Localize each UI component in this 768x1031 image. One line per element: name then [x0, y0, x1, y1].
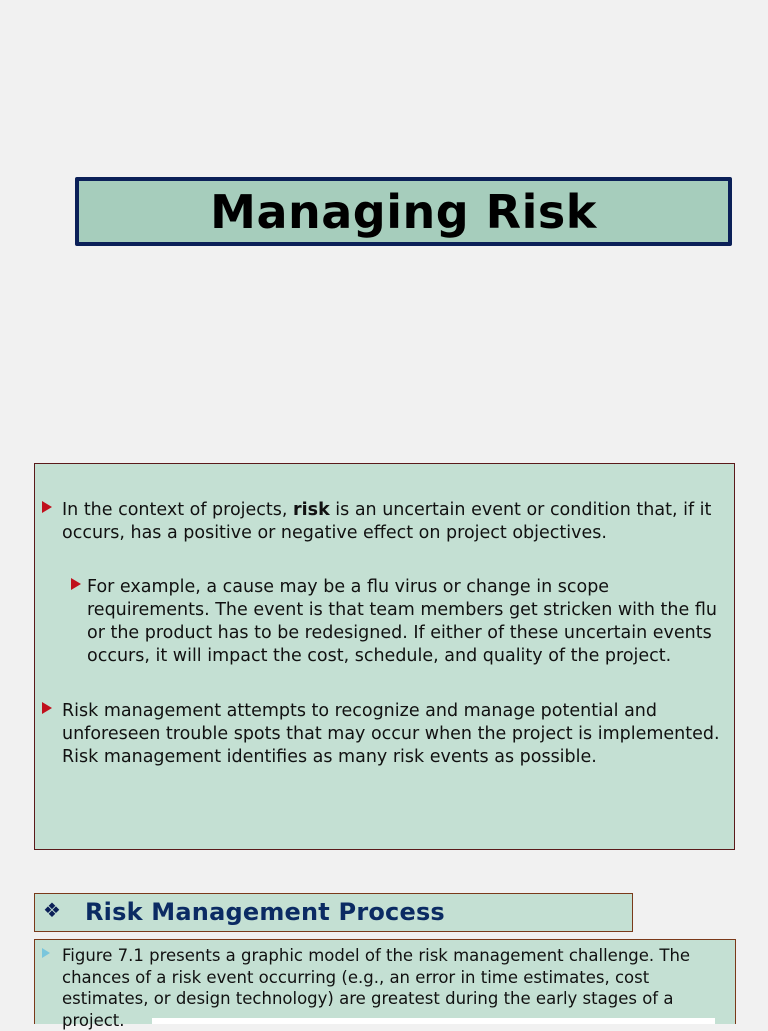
risk-definition-text-start: In the context of projects,: [62, 500, 294, 520]
risk-term: risk: [293, 500, 330, 520]
blue-arrow-bullet-icon: [42, 948, 50, 958]
red-arrow-bullet-icon: [42, 702, 52, 714]
diamond-bullet-icon: ❖: [43, 898, 61, 922]
process-panel: [34, 939, 736, 1030]
risk-definition-text-end: is an uncertain event or condition that, if it occurs, has a positive or negative effect on project objectives.: [62, 500, 712, 543]
section-heading: Risk Management Process: [85, 898, 445, 926]
definition-panel: [34, 463, 735, 850]
figure-image-edge: [152, 1018, 715, 1024]
risk-example-bullet: For example, a cause may be a flu virus or change in scope requirements. The event is that team members get stricken with the flu or the product has to be redesigned. If either of these uncertain events occurs, it will impact the cost, schedule, and quality of the project.: [87, 577, 717, 666]
red-arrow-bullet-icon: [42, 501, 52, 513]
title-box: [75, 177, 732, 246]
red-arrow-sub-bullet-icon: [71, 578, 81, 590]
figure-description: Figure 7.1 presents a graphic model of the risk management challenge. The chances of a risk event occurring (e.g., an error in time estimates, cost estimates, or design technology) are greatest during the early stages of a project.: [62, 946, 691, 1030]
page-title: Managing Risk: [210, 184, 597, 239]
section-heading-bar: [34, 893, 633, 932]
risk-definition-bullet: [62, 499, 727, 545]
risk-management-bullet: Risk management attempts to recognize and manage potential and unforeseen trouble spots that may occur when the project is implemented. Risk management identifies as many risk events as possible.: [62, 701, 720, 767]
